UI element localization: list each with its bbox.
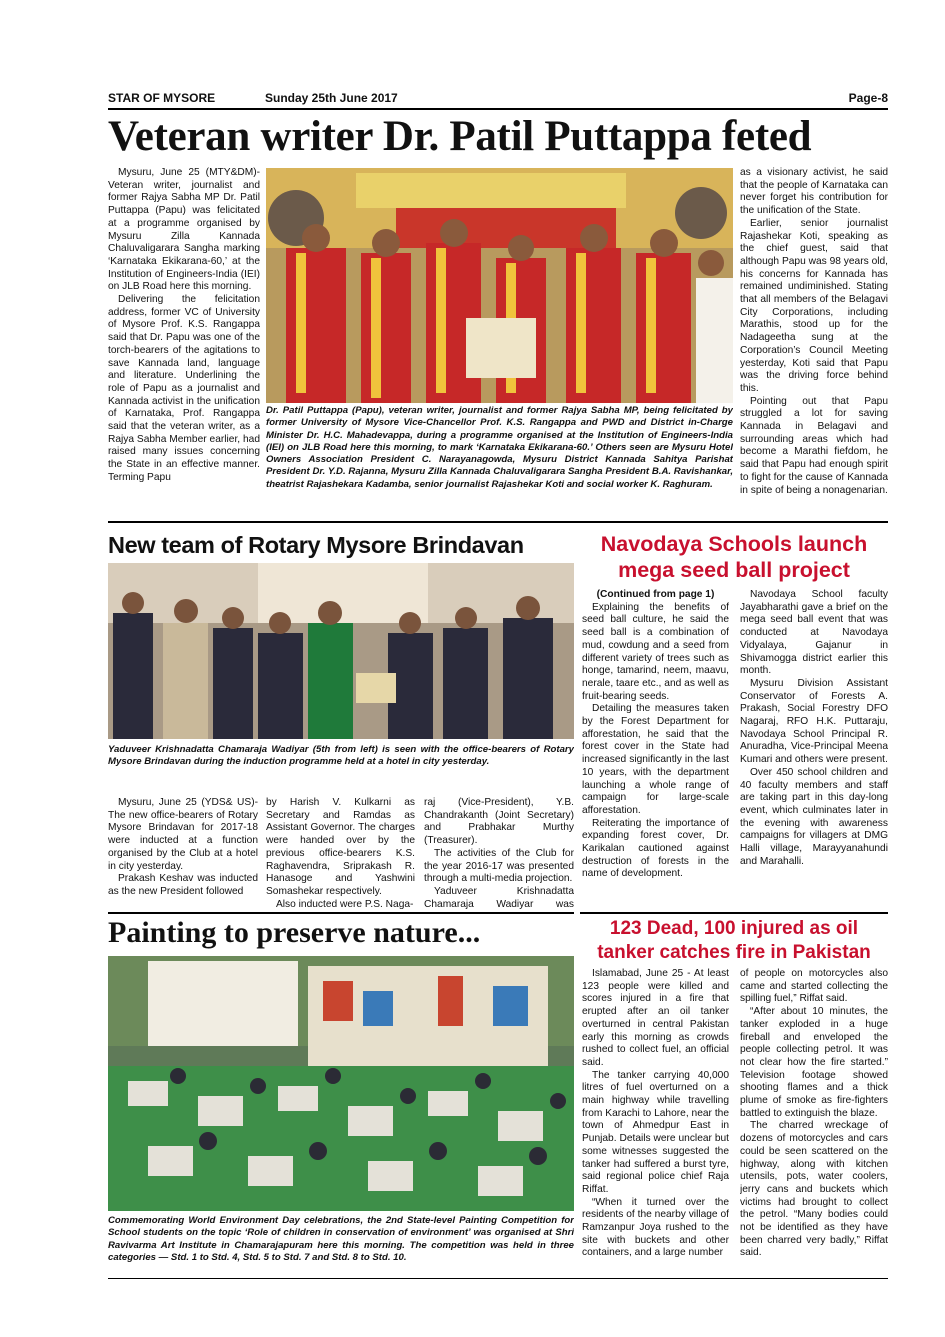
- story3-column-2: [740, 589, 888, 911]
- story2-para: The activities of the Club for the year 2016-17 was presented through a multi-media projection.: [424, 847, 574, 885]
- section-rule: [108, 521, 888, 523]
- headline-story5: 123 Dead, 100 injured as oil tanker catches fire in Pakistan: [597, 918, 871, 963]
- story2-para: by Harish V. Kulkarni as Secretary and Ramdas as Assistant Governor. The charges were handed over by the previous office-bearers K.S. Raghavendra, Sriprakash R. Hanasoge and Yashwini Somashekar respectively.: [266, 797, 415, 897]
- story3-para: Mysuru Division Assistant Conservator of Forests A. Prakash, Social Forestry DFO Nagaraj, RFO H.K. Puttaraju, Navodaya School Principal R. Anuradha, Vice-Principal Meena Kumari and others were present.: [740, 677, 888, 766]
- headline-story1: Veteran writer Dr. Patil Puttappa feted: [108, 113, 812, 160]
- story3-para: Reiterating the importance of expanding forest cover, Dr. Karikalan cautioned against destruction of forests in the name of development.: [582, 817, 729, 880]
- story3-para: Detailing the measures taken by the Forest Department for afforestation, he said that the forest cover in the State had increased significantly in the last 10 years, with the department launching a whole range of campaign for large-scale afforestation.: [582, 703, 729, 816]
- headline-story3: Navodaya Schools launch mega seed ball project: [600, 532, 868, 582]
- story1-right-para: Earlier, senior journalist Rajashekar Koti, speaking as the chief guest, said that although Papu was 98 years old, his concerns for Kannada has remained undiminished. Stating that all members of the Belagavi City Corporations, including Marathis, stood up for the Nadageetha sung at the Corporation’s Council Meeting yesterday, Koti said that Papu was the driving force behind this.: [740, 217, 888, 394]
- story3-para: Explaining the benefits of seed ball culture, he said the seed ball is a combination of mud, cowdung and a seed from different variety of trees such as honge, tamarind, neem, maavu, nerale, taare etc., and as well as fruit-bearing seeds.: [582, 601, 729, 702]
- story5-column-1: [582, 968, 729, 1275]
- story1-left-column: [108, 167, 260, 515]
- story5-para: of people on motorcycles also came and started collecting the spilling fuel,” Riffat said.: [740, 968, 888, 1005]
- rotary-photo: [108, 563, 574, 739]
- story5-para: The tanker carrying 40,000 litres of fuel overturned on a main highway while travelling from Karachi to Lahore, near the town of Ahmedpur East in Punjab. Details were unclear but some witnesses suggested the tanker had suffered a burst tyre, said regional police chief Raja Riffat.: [582, 1069, 729, 1195]
- story1-right-column: [740, 167, 888, 515]
- story1-right-para: Pointing out that Papu struggled a lot for saving Kannada in Belagavi and surrounding areas which had become a Marathi fiefdom, he said that Papu had enough spirit to fight for the cause of Kannada in spite of being a nonagenarian.: [740, 395, 888, 496]
- story2-para: Also inducted were P.S. Naga-: [276, 898, 414, 909]
- masthead: [108, 91, 888, 107]
- issue-date: Sunday 25th June 2017: [265, 91, 398, 105]
- story2-para: raj (Vice-President), Y.B. Chandrakanth (Joint Secretary) and Prabhakar Murthy (Treasurer).: [424, 797, 574, 847]
- page-number: Page-8: [848, 91, 888, 105]
- section-rule: [580, 912, 888, 914]
- story5-para: The charred wreckage of dozens of motorcycles and cars could be seen scattered on the highway, along with kitchen utensils, pots, water coolers, jerry cans and buckets which victims had brought to collect the petrol. “Many bodies could not be identified as they have been charred very badly,” Riffat said.: [740, 1120, 888, 1259]
- painting-competition-photo: [108, 956, 574, 1211]
- headline-story4: Painting to preserve nature...: [108, 916, 481, 949]
- story1-left-para: Mysuru, June 25 (MTY&DM)- Veteran writer, journalist and former Rajya Sabha MP Dr. Patil Puttappa (Papu) was felicitated at a programme organised by Mysuru Zilla Kannada Chaluvaligarara Sangha marking ‘Karnataka Ekikarana-60,’ at the Institution of Engineers-India (IEI) on JLB Road here this morning.: [108, 167, 260, 293]
- story5-para: Islamabad, June 25 - At least 123 people were killed and scores injured in a fire that erupted after an oil tanker overturned in central Pakistan early this morning as crowds rushed to collect fuel, an official said.: [582, 968, 729, 1068]
- story4-caption: Commemorating World Environment Day celebrations, the 2nd State-level Painting Competition for School students on the topic ‘Role of children in conservation of environment’ was organised at Shri Ravivarma Art Institute in Chamarajapuram here this morning. The competition was held in three categories — Std. 1 to Std. 4, Std. 5 to Std. 7 and Std. 8 to Std. 10.: [108, 1215, 574, 1263]
- story5-column-2: [740, 968, 888, 1275]
- story2-para: Mysuru, June 25 (YDS& US)- The new office-bearers of Rotary Mysore Brindavan for 2017-18 were inducted at a function organised by the Club at a hotel in city yesterday.: [108, 797, 258, 872]
- story3-para: Over 450 school children and 40 faculty members and staff are taking part in this day-long event, which culminates later in the evening with awareness campaigns for villagers at DMG Halli village, Marayyanahundi and Marahalli.: [740, 766, 888, 867]
- story2-column-1: [108, 797, 258, 909]
- paper-name: STAR OF MYSORE: [108, 91, 216, 105]
- story2-para: Yaduveer Krishnadatta Chamaraja Wadiyar was: [424, 885, 574, 909]
- story2-caption: Yaduveer Krishnadatta Chamaraja Wadiyar (5th from left) is seen with the office-bearers of Rotary Mysore Brindavan during the induction programme held at a hotel in city yesterday.: [108, 744, 574, 768]
- story5-para: “When it turned over the residents of the nearby village of Ramzanpur Joya rushed to the site with buckets and other containers, and a large number: [582, 1196, 729, 1259]
- story2-para: Prakash Keshav was inducted as the new President followed: [108, 873, 258, 897]
- story2-column-3: [424, 797, 574, 909]
- felicitation-photo: [266, 168, 733, 403]
- story3-para: Navodaya School faculty Jayabharathi gave a brief on the mega seed ball event that was conducted at Navodaya Vidyalaya, Gajanur in Shivamogga district earlier this month.: [740, 589, 888, 677]
- story1-right-para: as a visionary activist, he said that the people of Karnataka can never forget his contribution for the unification of the State.: [740, 167, 888, 217]
- story1-caption: Dr. Patil Puttappa (Papu), veteran writer, journalist and former Rajya Sabha MP, being felicitated by former University of Mysore Vice-Chancellor Prof. K.S. Rangappa and PWD and District in-Charge Minister Dr. H.C. Mahadevappa, during a programme organised at the Institution of Engineers-India (IEI) on JLB Road here this morning, to mark ‘Karnataka Ekikarana-60.’ Others seen are Mysuru Hotel Owners Association President C. Narayanagowda, Mysuru District Kannada Sahitya Parishat President Dr. Y.D. Rajanna, Mysuru Zilla Kannada Chaluvaligarara Sangha President B.A. Ravishankar, theatrist Rajashekara Kadamba, senior journalist Rajashekar Koti and social worker K. Raghuram.: [266, 405, 733, 490]
- footer-rule: [108, 1278, 888, 1279]
- story5-para: “After about 10 minutes, the tanker exploded in a huge fireball and enveloped the people collecting petrol. It was not clear how the fire started.” Television footage showed shooting flames and a thick plume of smoke as fire-fighters battled to extinguish the blaze.: [740, 1006, 888, 1119]
- headline-story2: New team of Rotary Mysore Brindavan: [108, 532, 524, 558]
- continued-note: (Continued from page 1): [596, 589, 715, 600]
- story2-column-2: [266, 797, 415, 909]
- story1-left-para: Delivering the felicitation address, former VC of University of Mysore Prof. K.S. Rangappa said that Dr. Papu was one of the torch-bearers of the agitations to save Kannada land, language and literature. Underlining the role of Papu as a journalist and Kannada activist in the unification of Karnataka, Prof. Rangappa said that the veteran writer, as a Rajya Sabha Member earlier, had raised many issues concerning the State in an effective manner. Terming Papu: [108, 294, 260, 483]
- story3-column-1: [582, 589, 729, 911]
